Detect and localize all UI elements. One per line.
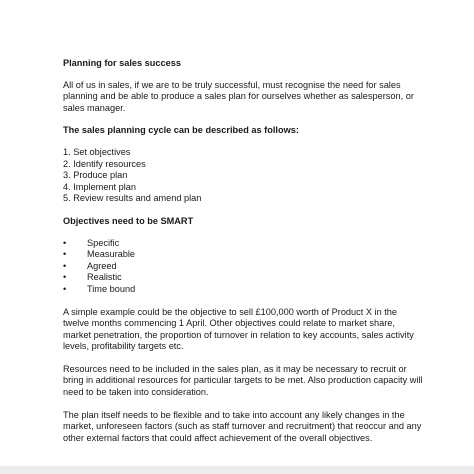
list-item: 1. Set objectives [63, 146, 131, 157]
bullet-icon: • [63, 260, 67, 271]
bullet-icon: • [63, 249, 67, 260]
list-item [63, 249, 423, 261]
smart-list [63, 238, 423, 296]
page-bottom-edge [0, 466, 474, 474]
cycle-heading: The sales planning cycle can be described as follows: [63, 125, 299, 136]
list-item: 2. Identify resources [63, 158, 146, 169]
list-item-label: Measurable [87, 249, 136, 260]
document-page [63, 58, 423, 444]
list-item [63, 284, 423, 296]
document-title: Planning for sales success [63, 58, 181, 68]
cycle-steps-list [63, 147, 423, 205]
list-item-label: Agreed [87, 260, 117, 271]
list-item-label: Realistic [87, 272, 122, 283]
bullet-icon: • [63, 283, 67, 294]
smart-heading: Objectives need to be SMART [63, 215, 194, 226]
bullet-icon: • [63, 237, 67, 248]
list-item: 5. Review results and amend plan [63, 193, 202, 204]
list-item-label: Specific [87, 237, 120, 248]
example-paragraph: A simple example could be the objective to sell £100,000 worth of Product X in the twelve months commencing 1 April. Other objectives could relate to market share, market penetration, the proportion of turnover in relation to key accounts, sales activity levels, profitability targets etc. [63, 306, 414, 352]
intro-paragraph: All of us in sales, if we are to be truly successful, must recognise the need for sales planning and be able to produce a sales plan for ourselves whether as salesperson, or sales manager. [63, 79, 414, 113]
list-item: 3. Produce plan [63, 170, 128, 181]
list-item: 4. Implement plan [63, 181, 137, 192]
bullet-icon: • [63, 272, 67, 283]
list-item [63, 272, 423, 284]
flexibility-paragraph: The plan itself needs to be flexible and to take into account any likely changes in the market, unforeseen factors (such as staff turnover and recruitment) that reoccur and any other external factors that could affect achievement of the overall objectives. [63, 409, 422, 443]
list-item [63, 261, 423, 273]
list-item [63, 238, 423, 250]
resources-paragraph: Resources need to be included in the sales plan, as it may be necessary to recruit or bring in additional resources for particular targets to be met. Also production capacity will need to be taken into consideration. [63, 363, 423, 398]
list-item-label: Time bound [87, 283, 136, 294]
